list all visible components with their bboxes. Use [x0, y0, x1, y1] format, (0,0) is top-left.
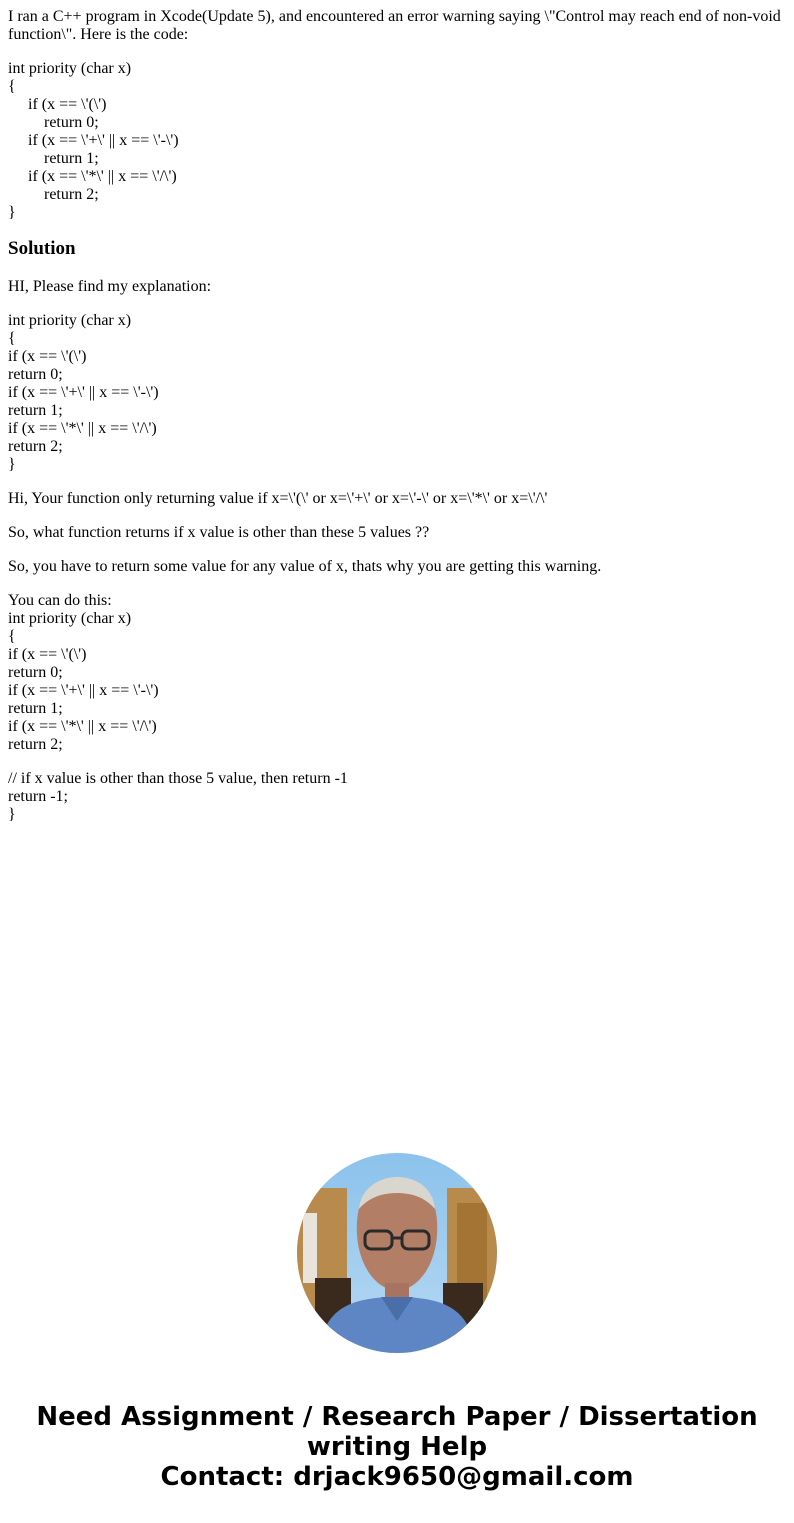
code-comment: // if x value is other than those 5 value, then return -1: [8, 770, 348, 787]
code-label: You can do this:: [8, 592, 112, 609]
code-line: return -1;: [8, 788, 68, 805]
code-line: int priority (char x): [8, 610, 132, 627]
code-line: return 0;: [8, 366, 63, 383]
person-photo-icon: [297, 1153, 497, 1353]
question-intro: I ran a C++ program in Xcode(Update 5), and encountered an error warning saying \"Control may reach end of non-void function\". Here is the code:: [8, 8, 781, 43]
code-line: if (x == \'+\' || x == \'-\'): [28, 132, 179, 149]
page-content: [8, 8, 794, 840]
code-line: return 2;: [44, 186, 99, 203]
solution-paragraph: So, you have to return some value for any value of x, thats why you are getting this warning.: [8, 558, 602, 575]
code-line: if (x == \'*\' || x == \'/\'): [8, 420, 157, 437]
code-line: return 1;: [8, 402, 63, 419]
solution-heading: Solution: [8, 238, 76, 259]
code-line: if (x == \'(\'): [8, 348, 87, 365]
code-line: return 2;: [8, 438, 63, 455]
code-line: }: [8, 204, 16, 221]
code-line: return 1;: [8, 700, 63, 717]
banner-line: writing Help: [306, 1432, 488, 1462]
code-line: int priority (char x): [8, 60, 132, 77]
code-line: return 2;: [8, 736, 63, 753]
code-line: }: [8, 456, 16, 473]
code-line: if (x == \'+\' || x == \'-\'): [8, 384, 159, 401]
solution-code-fixed: [8, 592, 794, 754]
code-line: if (x == \'*\' || x == \'/\'): [8, 718, 157, 735]
code-line: {: [8, 628, 16, 645]
code-line: if (x == \'+\' || x == \'-\'): [8, 682, 159, 699]
banner-contact: Contact: drjack9650@gmail.com: [160, 1462, 634, 1492]
code-line: if (x == \'(\'): [8, 646, 87, 663]
banner-line: Need Assignment / Research Paper / Dissertation: [36, 1402, 758, 1432]
promo-banner: [0, 1402, 794, 1492]
solution-code-original: [8, 312, 794, 474]
solution-code-tail: [8, 770, 794, 824]
code-line: return 0;: [8, 664, 63, 681]
solution-paragraph: Hi, Your function only returning value if x=\'(\' or x=\'+\' or x=\'-\' or x=\'*\' or x=\'/\': [8, 490, 548, 507]
code-line: return 1;: [44, 150, 99, 167]
author-avatar: [297, 1153, 497, 1353]
code-line: int priority (char x): [8, 312, 132, 329]
question-code: [8, 60, 794, 222]
code-line: return 0;: [44, 114, 99, 131]
code-line: if (x == \'(\'): [28, 96, 107, 113]
code-line: if (x == \'*\' || x == \'/\'): [28, 168, 177, 185]
solution-paragraph: So, what function returns if x value is other than these 5 values ??: [8, 524, 430, 541]
code-line: {: [8, 330, 16, 347]
solution-intro: HI, Please find my explanation:: [8, 278, 212, 295]
code-line: {: [8, 78, 16, 95]
code-line: }: [8, 806, 16, 823]
